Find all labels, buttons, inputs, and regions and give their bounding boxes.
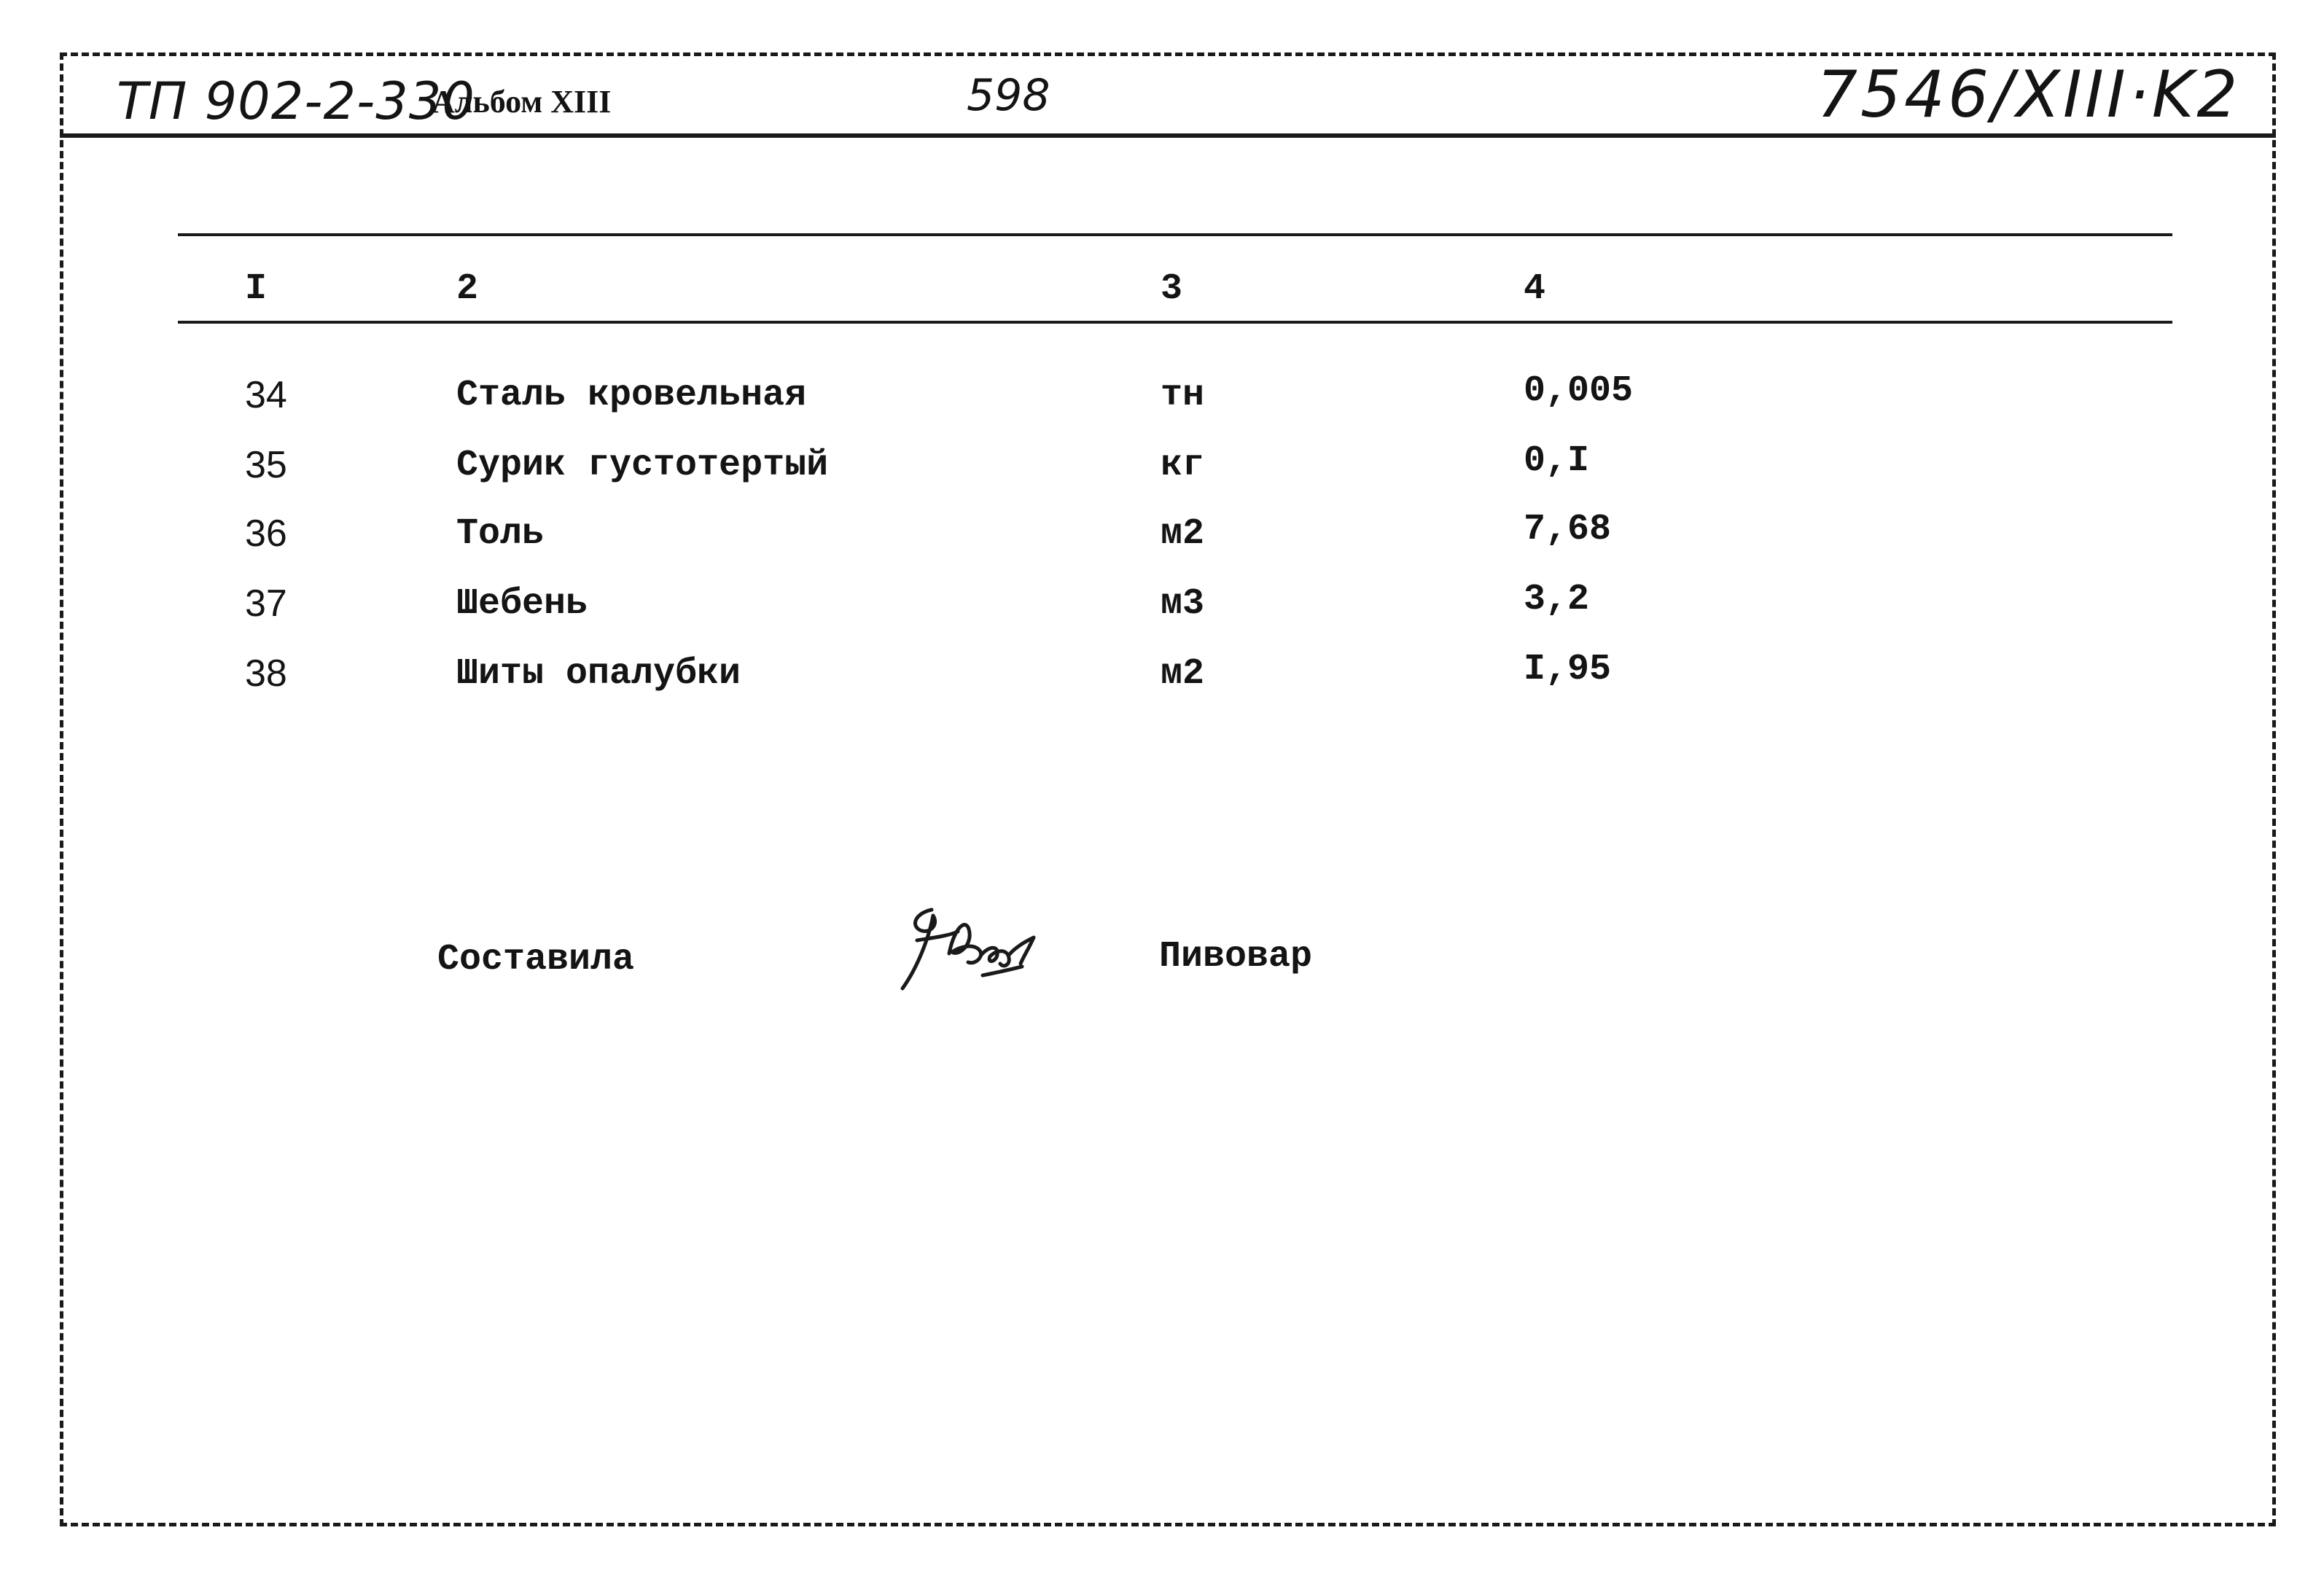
compiler-name: Пивовар <box>1159 936 1313 978</box>
row-number: 34 <box>245 374 287 416</box>
quantity: 7,68 <box>1524 509 1612 550</box>
document-code: 7546/XIII·K2 <box>1817 57 2241 132</box>
unit: тн <box>1161 375 1205 416</box>
row-number: 38 <box>245 652 287 695</box>
table-header-rule <box>178 321 2172 324</box>
compiled-by-label: Составила <box>437 939 635 980</box>
material-name: Сталь кровельная <box>456 375 807 416</box>
column-header-4: 4 <box>1524 268 1546 310</box>
material-name: Шиты опалубки <box>456 653 741 695</box>
header-divider <box>60 133 2276 138</box>
quantity: 0,005 <box>1524 370 1634 412</box>
unit: кг <box>1161 445 1205 486</box>
signature-icon <box>888 895 1048 997</box>
quantity: 0,I <box>1524 440 1590 482</box>
column-header-3: 3 <box>1161 268 1183 310</box>
table-top-rule <box>178 233 2172 236</box>
column-header-2: 2 <box>456 268 479 310</box>
material-name: Толь <box>456 513 545 555</box>
material-name: Шебень <box>456 583 588 625</box>
album-label: Альбом XIII <box>432 84 612 120</box>
project-code: ТП 902-2-330 <box>117 71 475 131</box>
quantity: 3,2 <box>1524 579 1590 620</box>
column-header-1: I <box>245 268 268 310</box>
row-number: 35 <box>245 444 287 486</box>
unit: м2 <box>1161 653 1205 695</box>
row-number: 37 <box>245 582 287 625</box>
unit: м2 <box>1161 513 1205 555</box>
page-number: 598 <box>967 70 1050 121</box>
row-number: 36 <box>245 512 287 555</box>
quantity: I,95 <box>1524 649 1612 690</box>
material-name: Сурик густотертый <box>456 445 829 486</box>
unit: м3 <box>1161 583 1205 625</box>
